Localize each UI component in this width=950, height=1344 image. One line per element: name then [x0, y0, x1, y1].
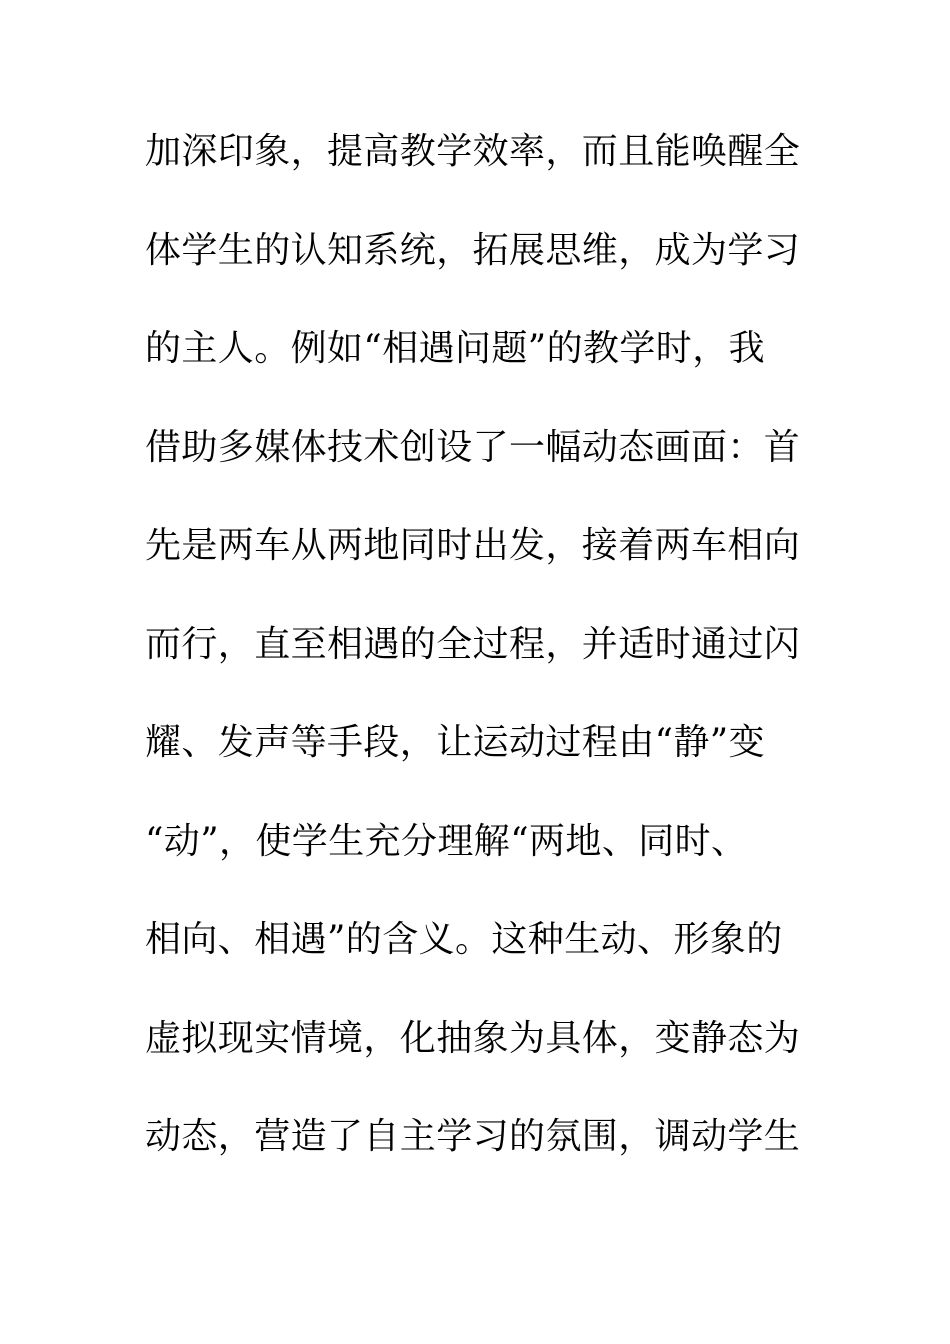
text-line: 而行，直至相遇的全过程，并适时通过闪 [145, 623, 801, 665]
text-line: 加深印象，提高教学效率，而且能唤醒全 [145, 131, 801, 172]
text-line: 体学生的认知系统，拓展思维，成为学习 [145, 229, 801, 271]
text-line: 动态，营造了自主学习的氛围，调动学生 [145, 1116, 801, 1157]
body-paragraph [145, 127, 825, 1211]
text-line: 的主人。例如“相遇问题”的教学时，我 [145, 328, 766, 369]
text-line: “动”，使学生充分理解“两地、同时、 [145, 820, 748, 862]
text-line: 耀、发声等手段，让运动过程由“静”变 [145, 722, 766, 763]
text-line: 相向、相遇”的含义。这种生动、形象的 [145, 919, 783, 960]
text-line: 先是两车从两地同时出发，接着两车相向 [145, 525, 801, 566]
text-line: 借助多媒体技术创设了一幅动态画面：首 [145, 426, 801, 468]
text-line: 虚拟现实情境，化抽象为具体，变静态为 [145, 1017, 801, 1059]
